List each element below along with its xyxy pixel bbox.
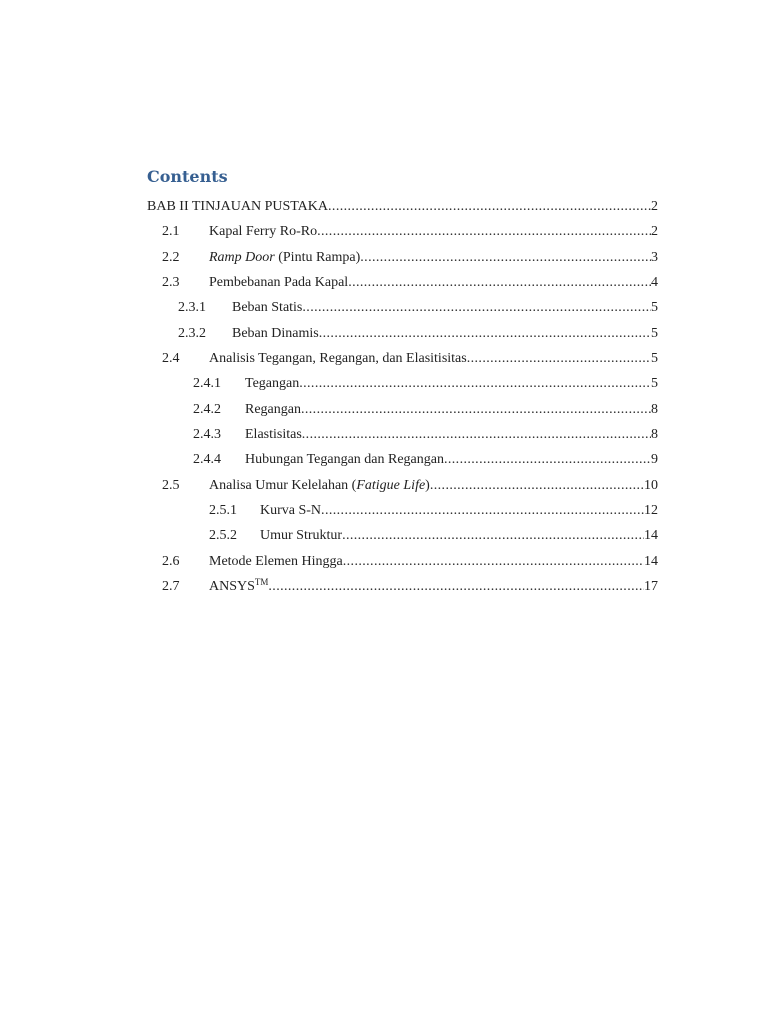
toc-entry-number: 2.3.2 bbox=[178, 325, 206, 341]
toc-entry-title bbox=[209, 245, 360, 270]
toc-entry-2-4-3[interactable] bbox=[147, 422, 658, 447]
toc-leader-dots bbox=[317, 219, 651, 244]
toc-entry-2-4-4[interactable] bbox=[147, 447, 658, 472]
toc-entry-2-4-1[interactable] bbox=[147, 371, 658, 396]
toc-entry-bab-ii[interactable] bbox=[147, 194, 658, 219]
toc-entry-title: Pembebanan Pada Kapal bbox=[209, 275, 349, 291]
toc-entry-number: 2.5.2 bbox=[209, 528, 237, 544]
toc-leader-dots bbox=[328, 194, 651, 219]
toc-heading: Contents bbox=[147, 167, 228, 186]
toc-entry-number: 2.7 bbox=[162, 579, 180, 595]
toc-page-number: 14 bbox=[644, 528, 658, 544]
toc-entry-2-3[interactable] bbox=[147, 270, 658, 295]
toc-leader-dots bbox=[302, 422, 651, 447]
toc-leader-dots bbox=[467, 346, 651, 371]
toc-entry-number: 2.4.4 bbox=[193, 452, 221, 468]
toc-leader-dots bbox=[430, 473, 644, 498]
toc-page-number: 17 bbox=[644, 579, 658, 595]
toc-entry-title: Analisis Tegangan, Regangan, dan Elasitisitas bbox=[209, 351, 467, 367]
toc-entry-title: Regangan bbox=[245, 401, 301, 417]
toc-page-number: 5 bbox=[651, 325, 658, 341]
toc-leader-dots bbox=[343, 549, 644, 574]
toc-page-number: 5 bbox=[651, 300, 658, 316]
toc-leader-dots bbox=[348, 270, 651, 295]
toc-page-number: 8 bbox=[651, 401, 658, 417]
toc-entry-number: 2.4.1 bbox=[193, 376, 221, 392]
toc-entry-2-6[interactable] bbox=[147, 549, 658, 574]
toc-page-number: 8 bbox=[651, 427, 658, 443]
toc-leader-dots bbox=[319, 321, 651, 346]
toc-page-number: 9 bbox=[651, 452, 658, 468]
toc-entry-number: 2.3 bbox=[162, 275, 180, 291]
toc-entry-number: 2.4 bbox=[162, 351, 180, 367]
toc-entry-title-italic: Fatigue Life bbox=[356, 477, 426, 493]
toc-entry-title: Umur Struktur bbox=[260, 528, 343, 544]
toc-leader-dots bbox=[302, 295, 651, 320]
toc-entry-2-1[interactable] bbox=[147, 219, 658, 244]
toc-entry-title: Kapal Ferry Ro-Ro bbox=[209, 224, 318, 240]
toc-entry-2-5[interactable] bbox=[147, 473, 658, 498]
toc-entry-title-italic: Ramp Door bbox=[209, 249, 275, 265]
toc-entry-title bbox=[209, 574, 268, 599]
toc-entry-title-rest: (Pintu Rampa) bbox=[274, 249, 361, 265]
toc-page-number: 2 bbox=[651, 224, 658, 240]
toc-entry-number: 2.4.3 bbox=[193, 427, 221, 443]
table-of-contents bbox=[147, 194, 658, 600]
toc-entry-number: 2.1 bbox=[162, 224, 180, 240]
toc-leader-dots bbox=[444, 447, 651, 472]
toc-page-number: 14 bbox=[644, 553, 658, 569]
toc-entry-title: Elastisitas bbox=[245, 427, 302, 443]
toc-entry-number: 2.5.1 bbox=[209, 503, 237, 519]
trademark-superscript: TM bbox=[254, 577, 269, 588]
toc-page-number: 5 bbox=[651, 351, 658, 367]
toc-page-number: 2 bbox=[651, 199, 658, 214]
toc-leader-dots bbox=[342, 523, 644, 548]
toc-page-number: 10 bbox=[644, 477, 658, 493]
toc-page-number: 4 bbox=[651, 275, 658, 291]
toc-entry-number: 2.4.2 bbox=[193, 401, 221, 417]
toc-entry-2-4-2[interactable] bbox=[147, 397, 658, 422]
toc-entry-title: Kurva S-N bbox=[260, 503, 322, 519]
toc-entry-2-5-1[interactable] bbox=[147, 498, 658, 523]
toc-leader-dots bbox=[321, 498, 644, 523]
toc-entry-title bbox=[209, 473, 430, 498]
toc-page-number: 12 bbox=[644, 503, 658, 519]
toc-leader-dots bbox=[299, 371, 651, 396]
toc-entry-2-3-2[interactable] bbox=[147, 321, 658, 346]
toc-entry-title: Beban Statis bbox=[232, 300, 303, 316]
toc-page-number: 5 bbox=[651, 376, 658, 392]
toc-entry-number: 2.6 bbox=[162, 553, 180, 569]
toc-entry-number: 2.2 bbox=[162, 249, 180, 265]
toc-entry-2-5-2[interactable] bbox=[147, 523, 658, 548]
toc-entry-title: Hubungan Tegangan dan Regangan bbox=[245, 452, 444, 468]
toc-leader-dots bbox=[268, 574, 644, 599]
toc-entry-title: Beban Dinamis bbox=[232, 325, 319, 341]
toc-entry-title-end: ) bbox=[425, 477, 430, 493]
toc-entry-number: 2.5 bbox=[162, 477, 180, 493]
toc-entry-2-4[interactable] bbox=[147, 346, 658, 371]
toc-entry-title: BAB II TINJAUAN PUSTAKA bbox=[147, 199, 329, 214]
toc-entry-2-2[interactable] bbox=[147, 245, 658, 270]
toc-leader-dots bbox=[301, 397, 651, 422]
toc-entry-title: Tegangan bbox=[245, 376, 300, 392]
toc-entry-title: Metode Elemen Hingga bbox=[209, 553, 343, 569]
toc-page-number: 3 bbox=[651, 249, 658, 265]
toc-entry-title-rest: Analisa Umur Kelelahan ( bbox=[209, 477, 357, 493]
toc-entry-number: 2.3.1 bbox=[178, 300, 206, 316]
toc-entry-2-7[interactable] bbox=[147, 574, 658, 599]
toc-entry-2-3-1[interactable] bbox=[147, 295, 658, 320]
toc-entry-title-rest: ANSYS bbox=[209, 579, 255, 595]
toc-leader-dots bbox=[360, 245, 651, 270]
